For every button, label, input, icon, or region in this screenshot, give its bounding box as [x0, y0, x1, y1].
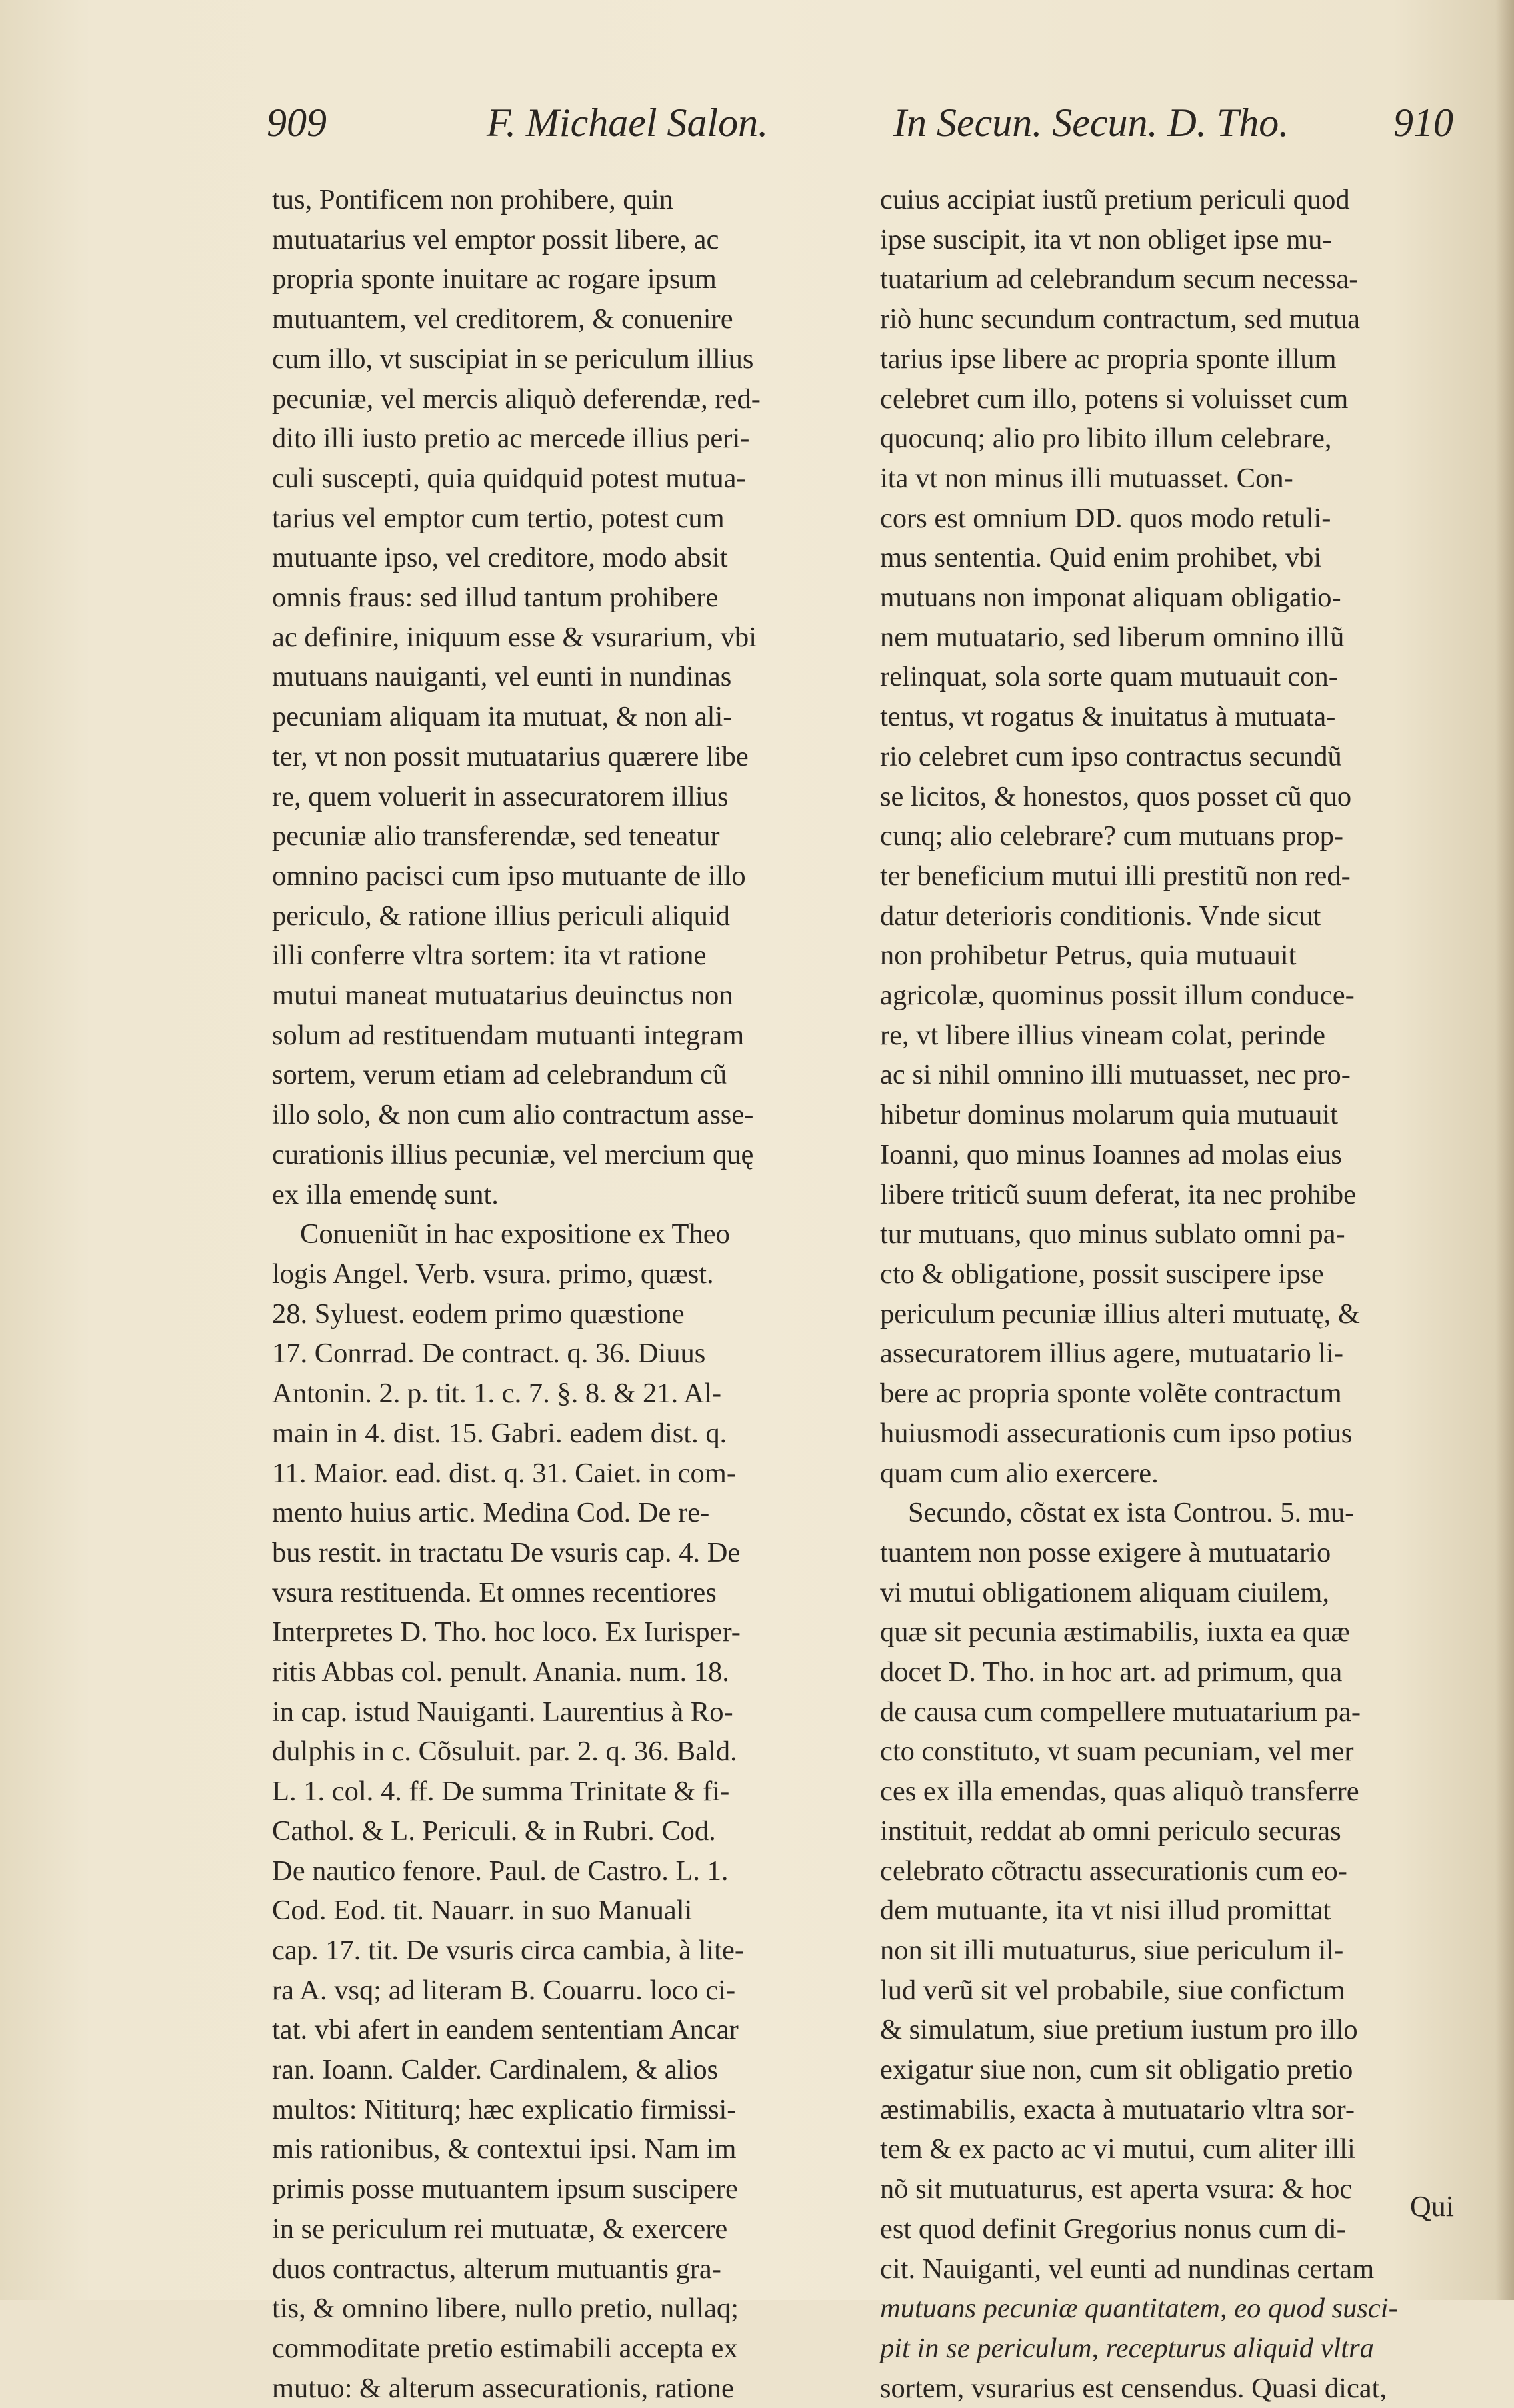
text-line: ipse suscipit, ita vt non obliget ipse mu-	[880, 223, 1332, 255]
text-line: ac definire, iniquum esse & vsurarium, vbi	[272, 621, 757, 653]
text-line: ritis Abbas col. penult. Anania. num. 18.	[272, 1656, 729, 1688]
text-line: mutuans pecuniæ quantitatem, eo quod susci-	[880, 2293, 1398, 2325]
text-line: curationis illius pecuniæ, vel mercium quę	[272, 1138, 754, 1170]
text-line: ita vt non minus illi mutuasset. Con-	[880, 462, 1293, 494]
right-page-number: 910	[1393, 101, 1453, 145]
text-line: assecuratorem illius agere, mutuatario li-	[880, 1338, 1344, 1370]
text-line: Interpretes D. Tho. hoc loco. Ex Iurisper-	[272, 1616, 741, 1648]
text-line: dito illi iusto pretio ac mercede illius peri-	[272, 423, 750, 455]
text-line: quam cum alio exercere.	[880, 1457, 1159, 1489]
text-line: est quod definit Gregorius nonus cum di-	[880, 2213, 1346, 2245]
text-line: Conueniũt in hac expositione ex Theo	[300, 1218, 730, 1250]
text-line: mis rationibus, & contextui ipsi. Nam im	[272, 2133, 737, 2165]
left-page-number: 909	[267, 101, 327, 145]
text-line: tem & ex pacto ac vi mutui, cum aliter illi	[880, 2133, 1355, 2165]
text-line: re, vt libere illius vineam colat, perinde	[880, 1019, 1325, 1051]
text-line: Secundo, cõstat ex ista Controu. 5. mu-	[908, 1497, 1355, 1529]
text-line: vi mutui obligationem aliquam ciuilem,	[880, 1576, 1329, 1608]
text-line: solum ad restituendam mutuanti integram	[272, 1019, 745, 1051]
text-line: main in 4. dist. 15. Gabri. eadem dist. q.	[272, 1417, 727, 1449]
text-line: bus restit. in tractatu De vsuris cap. 4. De	[272, 1536, 741, 1568]
text-line: 17. Conrrad. De contract. q. 36. Diuus	[272, 1338, 706, 1370]
text-line: cto constituto, vt suam pecuniam, vel mer	[880, 1736, 1354, 1768]
text-line: periculum pecuniæ illius alteri mutuatę, &	[880, 1298, 1360, 1330]
text-line: pecuniam aliquam ita mutuat, & non ali-	[272, 701, 733, 733]
text-line: cors est omnium DD. quos modo retuli-	[880, 502, 1331, 534]
text-line: libere triticũ suum deferat, ita nec prohibe	[880, 1178, 1356, 1210]
text-line: Antonin. 2. p. tit. 1. c. 7. §. 8. & 21. Al-	[272, 1378, 722, 1410]
text-line: Ioanni, quo minus Ioannes ad molas eius	[880, 1138, 1342, 1170]
text-line: cap. 17. tit. De vsuris circa cambia, à lite-	[272, 1934, 745, 1966]
text-line: mutuans nauiganti, vel eunti in nundinas	[272, 661, 732, 693]
text-line: huiusmodi assecurationis cum ipso potius	[880, 1417, 1353, 1449]
text-line: quæ sit pecunia æstimabilis, iuxta ea quæ	[880, 1616, 1350, 1648]
text-line: mutuans non imponat aliquam obligatio-	[880, 582, 1341, 614]
text-line: ran. Ioann. Calder. Cardinalem, & alios	[272, 2054, 719, 2086]
text-line: mutuantem, vel creditorem, & conuenire	[272, 303, 733, 335]
text-line: tuatarium ad celebrandum secum necessa-	[880, 263, 1359, 295]
text-line: re, quem voluerit in assecuratorem illius	[272, 780, 729, 812]
text-line: tentus, vt rogatus & inuitatus à mutuata-	[880, 701, 1336, 733]
text-line: tuantem non posse exigere à mutuatario	[880, 1536, 1331, 1568]
text-line: riò hunc secundum contractum, sed mutua	[880, 303, 1360, 335]
text-line: ter, vt non possit mutuatarius quærere libe	[272, 740, 749, 772]
text-line: tur mutuans, quo minus sublato omni pa-	[880, 1218, 1345, 1250]
text-line: sortem, verum etiam ad celebrandum cũ	[272, 1059, 727, 1091]
text-line: tus, Pontificem non prohibere, quin	[272, 184, 673, 215]
right-running-title: In Secun. Secun. D. Tho.	[893, 101, 1289, 145]
text-line: periculo, & ratione illius periculi aliquid	[272, 900, 730, 932]
text-line: sortem, vsurarius est censendus. Quasi dicat,	[880, 2372, 1387, 2404]
text-line: logis Angel. Verb. vsura. primo, quæst.	[272, 1258, 714, 1290]
text-line: vsura restituenda. Et omnes recentiores	[272, 1576, 717, 1608]
text-line: lud verũ sit vel probabile, siue confictum	[880, 1974, 1345, 2006]
right-text-column	[880, 180, 1453, 2408]
text-line: dulphis in c. Cõsuluit. par. 2. q. 36. Bald.	[272, 1736, 737, 1768]
text-line: æstimabilis, exacta à mutuatario vltra sor-	[880, 2093, 1355, 2125]
text-line: non sit illi mutuaturus, siue periculum il-	[880, 1934, 1344, 1966]
text-line: Cathol. & L. Periculi. & in Rubri. Cod.	[272, 1815, 716, 1847]
catchword: Qui	[1410, 2190, 1454, 2223]
text-line: multos: Nititurq; hæc explicatio firmissi-	[272, 2093, 737, 2125]
text-line: in cap. istud Nauiganti. Laurentius à Ro-	[272, 1696, 733, 1728]
text-line: propria sponte inuitare ac rogare ipsum	[272, 263, 717, 295]
text-line: mutuante ipso, vel creditore, modo absit	[272, 542, 728, 574]
text-line: tis, & omnino libere, nullo pretio, nullaq;	[272, 2293, 739, 2325]
text-line: docet D. Tho. in hoc art. ad primum, qua	[880, 1656, 1343, 1688]
text-line: cit. Nauiganti, vel eunti ad nundinas certam	[880, 2253, 1375, 2285]
text-line: datur deterioris conditionis. Vnde sicut	[880, 900, 1321, 932]
text-line: primis posse mutuantem ipsum suscipere	[272, 2173, 738, 2205]
text-line: celebrato cõtractu assecurationis cum eo-	[880, 1855, 1347, 1887]
text-line: Cod. Eod. tit. Nauarr. in suo Manuali	[272, 1895, 693, 1927]
text-line: hibetur dominus molarum quia mutuauit	[880, 1099, 1338, 1131]
left-running-title: F. Michael Salon.	[487, 101, 769, 145]
text-line: ter beneficium mutui illi prestitũ non red-	[880, 860, 1351, 892]
text-line: mus sententia. Quid enim prohibet, vbi	[880, 542, 1322, 574]
text-line: de causa cum compellere mutuatarium pa-	[880, 1696, 1361, 1728]
text-line: omnino pacisci cum ipso mutuante de illo	[272, 860, 746, 892]
text-line: se licitos, & honestos, quos posset cũ quo	[880, 780, 1352, 812]
text-line: cuius accipiat iustũ pretium periculi quod	[880, 184, 1350, 215]
text-line: bere ac propria sponte volẽte contractum	[880, 1378, 1342, 1410]
text-line: commoditate pretio estimabili accepta ex	[272, 2332, 738, 2364]
text-line: celebret cum illo, potens si voluisset cum	[880, 383, 1349, 415]
text-line: ces ex illa emendas, quas aliquò transferre	[880, 1776, 1359, 1807]
text-line: culi suscepti, quia quidquid potest mutua-	[272, 462, 746, 494]
text-line: De nautico fenore. Paul. de Castro. L. 1.	[272, 1855, 729, 1887]
text-line: agricolæ, quominus possit illum conduce-	[880, 980, 1355, 1012]
text-line: illi conferre vltra sortem: ita vt ratione	[272, 940, 707, 972]
text-line: instituit, reddat ab omni periculo securas	[880, 1815, 1341, 1847]
text-line: tarius ipse libere ac propria sponte illum	[880, 343, 1337, 375]
text-line: dem mutuante, ita vt nisi illud promittat	[880, 1895, 1331, 1927]
text-line: mutuatarius vel emptor possit libere, ac	[272, 223, 719, 255]
running-header	[267, 100, 1453, 160]
text-line: ra A. vsq; ad literam B. Couarru. loco ci-	[272, 1974, 736, 2006]
text-line: in se periculum rei mutuatæ, & exercere	[272, 2213, 728, 2245]
text-line: nõ sit mutuaturus, est aperta vsura: & hoc	[880, 2173, 1353, 2205]
text-line: 28. Syluest. eodem primo quæstione	[272, 1298, 685, 1330]
text-line: cum illo, vt suscipiat in se periculum illius	[272, 343, 754, 375]
text-line: tarius vel emptor cum tertio, potest cum	[272, 502, 725, 534]
left-text-column	[272, 180, 789, 2408]
text-line: relinquat, sola sorte quam mutuauit con-	[880, 661, 1338, 693]
text-line: cunq; alio celebrare? cum mutuans prop-	[880, 820, 1344, 852]
text-line: rio celebret cum ipso contractus secundũ	[880, 740, 1342, 772]
text-line: pit in se periculum, recepturus aliquid vltra	[880, 2332, 1374, 2364]
text-line: tat. vbi afert in eandem sententiam Ancar	[272, 2014, 739, 2046]
text-line: illo solo, & non cum alio contractum asse-	[272, 1099, 754, 1131]
text-line: ac si nihil omnino illi mutuasset, nec pro-	[880, 1059, 1351, 1091]
page-edge-shadow	[1495, 0, 1514, 2300]
text-line: L. 1. col. 4. ff. De summa Trinitate & fi-	[272, 1776, 730, 1807]
text-line: pecuniæ, vel mercis aliquò deferendæ, red-	[272, 383, 761, 415]
text-line: mutui maneat mutuatarius deuinctus non	[272, 980, 733, 1012]
text-line: duos contractus, alterum mutuantis gra-	[272, 2253, 721, 2285]
text-line: mutuo: & alterum assecurationis, ratione	[272, 2372, 734, 2404]
text-line: non prohibetur Petrus, quia mutuauit	[880, 940, 1297, 972]
text-line: 11. Maior. ead. dist. q. 31. Caiet. in com-	[272, 1457, 737, 1489]
text-line: quocunq; alio pro libito illum celebrare,	[880, 423, 1332, 455]
text-line: nem mutuatario, sed liberum omnino illũ	[880, 621, 1345, 653]
text-line: mento huius artic. Medina Cod. De re-	[272, 1497, 710, 1529]
text-line: ex illa emendę sunt.	[272, 1178, 499, 1210]
text-line: pecuniæ alio transferendæ, sed teneatur	[272, 820, 720, 852]
text-line: exigatur siue non, cum sit obligatio pretio	[880, 2054, 1353, 2086]
text-line: cto & obligatione, possit suscipere ipse	[880, 1258, 1324, 1290]
text-line: & simulatum, siue pretium iustum pro illo	[880, 2014, 1358, 2046]
text-line: omnis fraus: sed illud tantum prohibere	[272, 582, 719, 614]
